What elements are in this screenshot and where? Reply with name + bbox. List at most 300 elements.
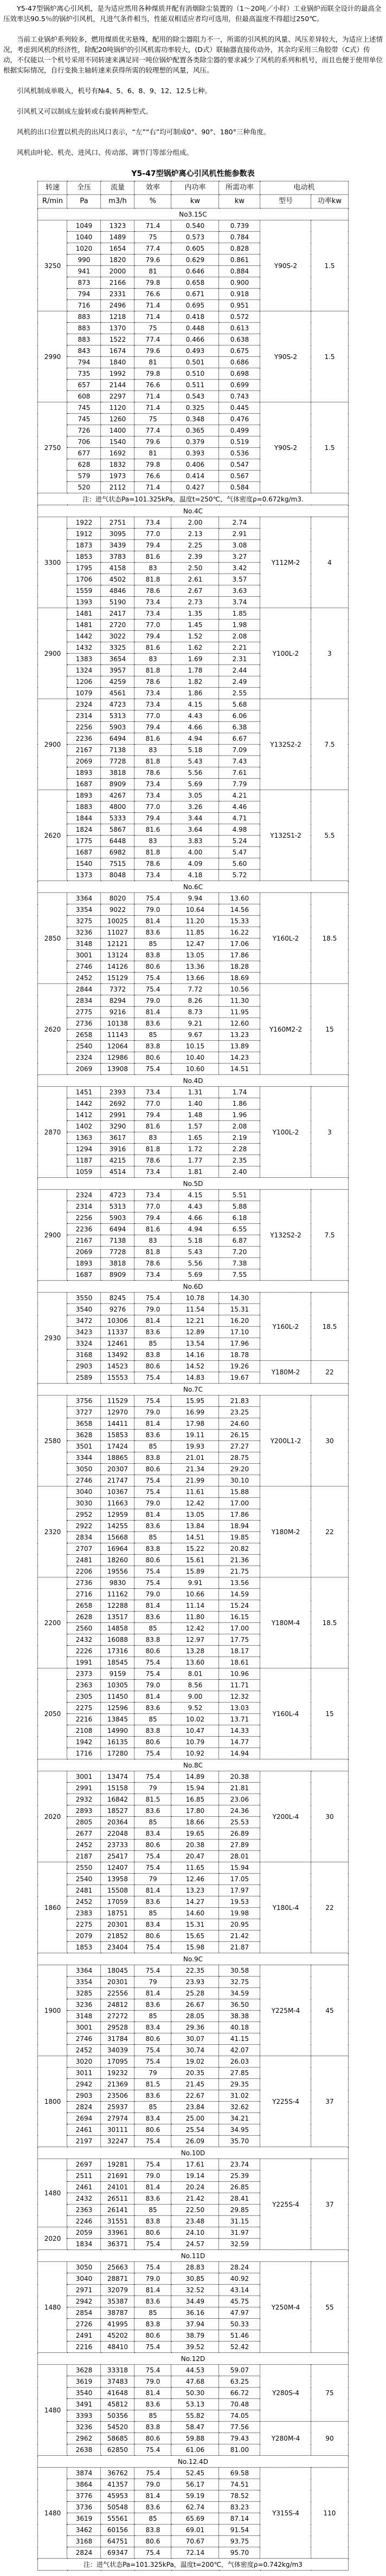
cell-required-power: 14.51 — [219, 1064, 260, 1075]
cell-required-power: 40.18 — [219, 2022, 260, 2033]
cell-pressure: 3001 — [67, 1771, 101, 1783]
cell-efficiency: 79.4 — [134, 1212, 171, 1224]
cell-flow: 21691 — [101, 2170, 134, 2182]
table-row — [38, 2422, 348, 2433]
cell-pressure: 941 — [67, 266, 101, 277]
cell-flow: 1832 — [101, 459, 134, 471]
cell-efficiency: 81.4 — [134, 1885, 171, 1896]
cell-efficiency: 83.8 — [134, 2319, 171, 2330]
cell-internal-power: 1.81 — [171, 1166, 219, 1178]
cell-internal-power: 0.406 — [171, 459, 219, 471]
cell-efficiency: 79.4 — [134, 631, 171, 642]
cell-flow: 23404 — [101, 1942, 134, 1953]
cell-required-power: 17.96 — [219, 1338, 260, 1349]
cell-efficiency: 81.8 — [134, 847, 171, 858]
cell-speed: 3250 — [38, 220, 67, 311]
cell-flow: 1992 — [101, 368, 134, 380]
cell-pressure: 1020 — [67, 243, 101, 255]
cell-flow: 12959 — [101, 1509, 134, 1521]
cell-required-power: 13.23 — [219, 1029, 260, 1041]
cell-required-power: 47.97 — [219, 2307, 260, 2319]
cell-efficiency: 75.4 — [134, 2468, 171, 2479]
cell-internal-power: 4.00 — [171, 847, 219, 858]
cell-pressure: 2461 — [67, 2124, 101, 2136]
cell-required-power: 95.70 — [219, 2547, 260, 2559]
cell-pressure: 1481 — [67, 619, 101, 631]
cell-efficiency: 81.6 — [134, 824, 171, 836]
cell-flow: 41648 — [101, 2388, 134, 2399]
cell-pressure: 1922 — [67, 517, 101, 529]
cell-efficiency: 76.6 — [134, 471, 171, 482]
cell-flow: 5903 — [101, 1212, 134, 1224]
cell-efficiency: 80.6 — [134, 1052, 171, 1064]
cell-efficiency: 71.4 — [134, 402, 171, 414]
cell-flow: 4267 — [101, 790, 134, 801]
cell-flow: 23506 — [101, 2090, 134, 2102]
cell-internal-power: 2.13 — [171, 529, 219, 540]
cell-pressure: 1373 — [67, 870, 101, 881]
cell-flow: 5867 — [101, 824, 134, 836]
cell-pressure: 1687 — [67, 847, 101, 858]
cell-flow: 6494 — [101, 1224, 134, 1235]
cell-required-power: 51.46 — [219, 2330, 260, 2342]
cell-flow: 2166 — [101, 277, 134, 289]
cell-internal-power: 5.56 — [171, 1258, 219, 1269]
cell-pressure: 1451 — [67, 1087, 101, 1098]
cell-required-power: 2.08 — [219, 1121, 260, 1132]
cell-motor-model: Y180M-4 — [260, 1577, 311, 1668]
cell-motor-power: 15 — [311, 1668, 348, 1759]
cell-speed: 1860 — [38, 1862, 67, 1953]
cell-pressure: 579 — [67, 471, 101, 482]
cell-pressure: 1795 — [67, 563, 101, 574]
cell-internal-power: 10.79 — [171, 1737, 219, 1748]
header-internal-power: 内功率 — [171, 181, 219, 195]
cell-efficiency: 75.4 — [134, 2136, 171, 2147]
cell-required-power: 0.675 — [219, 345, 260, 357]
cell-required-power: 17.86 — [219, 950, 260, 961]
cell-efficiency: 81.8 — [134, 665, 171, 676]
table-row — [38, 1965, 348, 1977]
cell-efficiency: 80.6 — [134, 1840, 171, 1851]
cell-efficiency: 79.6 — [134, 436, 171, 448]
cell-motor-model: Y180M-2 — [260, 1361, 311, 1384]
intro-paragraph-2: 当前工业锅炉系列较多，燃用煤质优劣悬殊，配用的除尘器阻力不一，所需的引风机的风量、风压差异较大，为适应上述情况，考虑到风机的经济性，除配20吨锅炉的引风机需功率较大，(D式）联轴器直接传动外，其余均采用三角胶带（C式）传动，不仅能以一个机号采用不同转速来满足同一吨位锅炉配置各类除尘器的要求减少了风机的系列和机号，而且也便于使用单位根据实际情况，自行变换主轴转速来获得所需的较理想的风量，风压。 — [3, 35, 383, 74]
cell-flow: 3957 — [101, 665, 134, 676]
cell-internal-power: 2.25 — [171, 540, 219, 551]
section-banner-row — [38, 881, 348, 893]
section-banner-row — [38, 1281, 348, 1293]
cell-efficiency: 78.6 — [134, 676, 171, 688]
cell-flow: 3439 — [101, 540, 134, 551]
note-row — [38, 493, 348, 505]
cell-required-power: 21.42 — [219, 1931, 260, 1942]
cell-internal-power: 1.62 — [171, 642, 219, 654]
cell-required-power: 18.17 — [219, 1646, 260, 1657]
cell-efficiency: 76.6 — [134, 289, 171, 300]
cell-flow: 13845 — [101, 1714, 134, 1725]
cell-required-power: 19.67 — [219, 1372, 260, 1384]
cell-efficiency: 75.4 — [134, 1657, 171, 1668]
cell-pressure: 2324 — [67, 1052, 101, 1064]
cell-required-power: 7.38 — [219, 1258, 260, 1269]
cell-motor-power: 3 — [311, 608, 348, 699]
cell-flow: 16088 — [101, 1634, 134, 1646]
cell-efficiency: 81.4 — [134, 1600, 171, 1612]
cell-pressure: 883 — [67, 323, 101, 334]
cell-motor-power: 22 — [311, 1361, 348, 1384]
cell-required-power: 1.74 — [219, 1087, 260, 1098]
cell-required-power: 19.26 — [219, 1361, 260, 1372]
cell-pressure: 1873 — [67, 540, 101, 551]
cell-efficiency: 83 — [134, 836, 171, 847]
cell-efficiency: 81.6 — [134, 642, 171, 654]
cell-internal-power: 4.66 — [171, 1212, 219, 1224]
cell-required-power: 3.74 — [219, 597, 260, 608]
cell-efficiency: 73.4 — [134, 790, 171, 801]
cell-internal-power: 0.658 — [171, 277, 219, 289]
cell-flow: 45202 — [101, 2330, 134, 2342]
cell-internal-power: 0.671 — [171, 289, 219, 300]
cell-internal-power: 69.01 — [171, 2525, 219, 2536]
cell-internal-power: 12.97 — [171, 1634, 219, 1646]
section-banner-row — [38, 1075, 348, 1087]
cell-flow: 1840 — [101, 357, 134, 368]
cell-efficiency: 79 — [134, 1874, 171, 1885]
cell-pressure: 2971 — [67, 2285, 101, 2296]
cell-efficiency: 81.6 — [134, 1121, 171, 1132]
cell-flow: 41995 — [101, 2319, 134, 2330]
cell-internal-power: 2.39 — [171, 551, 219, 563]
cell-pressure: 2069 — [67, 1064, 101, 1075]
cell-pressure: 3423 — [67, 1327, 101, 1338]
cell-internal-power: 0.448 — [171, 323, 219, 334]
cell-flow: 13492 — [101, 1349, 134, 1361]
cell-pressure: 2716 — [67, 1589, 101, 1600]
cell-flow: 1973 — [101, 471, 134, 482]
cell-internal-power: 14.89 — [171, 1771, 219, 1783]
cell-internal-power: 4.94 — [171, 1224, 219, 1235]
cell-efficiency: 81 — [134, 448, 171, 459]
cell-required-power: 10.96 — [219, 1668, 260, 1680]
cell-internal-power: 3.44 — [171, 813, 219, 824]
cell-pressure: 1540 — [67, 858, 101, 870]
cell-pressure: 1206 — [67, 676, 101, 688]
cell-efficiency: 75 — [134, 414, 171, 425]
cell-flow: 1674 — [101, 345, 134, 357]
cell-efficiency: 75.4 — [134, 2547, 171, 2559]
performance-table-body — [38, 208, 348, 2571]
table-row — [38, 1395, 348, 1407]
cell-flow: 10138 — [101, 1018, 134, 1029]
cell-flow: 48410 — [101, 2342, 134, 2353]
cell-required-power: 0.536 — [219, 448, 260, 459]
cell-internal-power: 14.60 — [171, 1908, 219, 1919]
cell-required-power: 6.87 — [219, 1235, 260, 1247]
cell-efficiency: 81 — [134, 266, 171, 277]
cell-flow: 1323 — [101, 220, 134, 232]
cell-pressure: 883 — [67, 311, 101, 323]
cell-internal-power: 0.629 — [171, 255, 219, 266]
cell-internal-power: 24.57 — [171, 2239, 219, 2250]
cell-efficiency: 81.6 — [134, 733, 171, 745]
cell-pressure: 2658 — [67, 1029, 101, 1041]
cell-flow: 8020 — [101, 893, 134, 904]
cell-flow: 14990 — [101, 1725, 134, 1737]
cell-efficiency: 85 — [134, 1532, 171, 1543]
cell-motor-power: 3 — [311, 1087, 348, 1178]
cell-required-power: 23.25 — [219, 1407, 260, 1418]
cell-efficiency: 73.4 — [134, 1269, 171, 1281]
cell-internal-power: 22.67 — [171, 2090, 219, 2102]
cell-efficiency: 83.6 — [134, 2296, 171, 2307]
cell-flow: 7728 — [101, 756, 134, 767]
cell-required-power: 13.60 — [219, 893, 260, 904]
cell-motor-model: Y132S2-2 — [260, 699, 311, 790]
cell-required-power: 7.55 — [219, 1269, 260, 1281]
cell-required-power: 27.89 — [219, 1840, 260, 1851]
cell-efficiency: 75.4 — [134, 1475, 171, 1486]
cell-pressure: 2854 — [67, 2307, 101, 2319]
cell-pressure: 1687 — [67, 1269, 101, 1281]
cell-motor-power: 55 — [311, 2262, 348, 2353]
table-row — [38, 2056, 348, 2068]
cell-flow: 1692 — [101, 448, 134, 459]
cell-internal-power: 16.99 — [171, 1407, 219, 1418]
cell-flow: 13908 — [101, 1064, 134, 1075]
cell-pressure: 1912 — [67, 529, 101, 540]
cell-pressure: 2305 — [67, 1691, 101, 1703]
table-row — [38, 2159, 348, 2170]
cell-required-power: 24.36 — [219, 1805, 260, 1817]
cell-flow: 9276 — [101, 1304, 134, 1315]
cell-pressure: 2746 — [67, 2033, 101, 2045]
cell-required-power: 17.75 — [219, 1634, 260, 1646]
cell-required-power: 32.75 — [219, 1977, 260, 1988]
cell-pressure: 3491 — [67, 2399, 101, 2410]
cell-internal-power: 52.45 — [171, 2468, 219, 2479]
cell-internal-power: 1.69 — [171, 654, 219, 665]
cell-flow: 13474 — [101, 1771, 134, 1783]
cell-efficiency: 79.0 — [134, 2273, 171, 2285]
cell-efficiency: 83 — [134, 1235, 171, 1247]
cell-pressure: 2461 — [67, 2182, 101, 2193]
cell-internal-power: 1.72 — [171, 1144, 219, 1155]
cell-efficiency: 80.6 — [134, 2033, 171, 2045]
cell-required-power: 41.15 — [219, 2033, 260, 2045]
cell-pressure: 1775 — [67, 836, 101, 847]
cell-motor-model: Y160M2-2 — [260, 984, 311, 1075]
cell-efficiency: 75.4 — [134, 2045, 171, 2056]
cell-internal-power: 13.05 — [171, 950, 219, 961]
cell-flow: 9830 — [101, 1577, 134, 1589]
cell-motor-power: 30 — [311, 1771, 348, 1862]
cell-pressure: 3628 — [67, 2365, 101, 2376]
cell-internal-power: 2.50 — [171, 563, 219, 574]
cell-pressure: 2275 — [67, 1703, 101, 1714]
cell-pressure: 3472 — [67, 1315, 101, 1327]
cell-efficiency: 79.0 — [134, 1407, 171, 1418]
cell-pressure: 3324 — [67, 1338, 101, 1349]
cell-efficiency: 83.8 — [134, 1725, 171, 1737]
cell-required-power: 2.21 — [219, 642, 260, 654]
cell-flow: 55561 — [101, 2513, 134, 2525]
cell-flow: 16135 — [101, 1737, 134, 1748]
cell-pressure: 3050 — [67, 1464, 101, 1475]
cell-efficiency: 83.4 — [134, 2113, 171, 2124]
cell-motor-power: 15 — [311, 984, 348, 1075]
cell-internal-power: 65.69 — [171, 2513, 219, 2525]
cell-efficiency: 80.6 — [134, 1361, 171, 1372]
cell-pressure: 1834 — [67, 2239, 101, 2250]
cell-flow: 21369 — [101, 2079, 134, 2090]
cell-required-power: 2.28 — [219, 1144, 260, 1155]
cell-required-power: 63.25 — [219, 2376, 260, 2388]
section-banner-row — [38, 2353, 348, 2365]
cell-flow: 12288 — [101, 1600, 134, 1612]
cell-efficiency: 79.0 — [134, 1498, 171, 1509]
cell-efficiency: 79 — [134, 2068, 171, 2079]
cell-pressure: 657 — [67, 380, 101, 391]
cell-pressure: 2216 — [67, 1714, 101, 1725]
cell-flow: 8245 — [101, 1293, 134, 1304]
table-row — [38, 699, 348, 710]
cell-flow: 7515 — [101, 858, 134, 870]
cell-pressure: 2736 — [67, 1577, 101, 1589]
cell-internal-power: 0.493 — [171, 345, 219, 357]
section-banner: No.6D — [38, 1281, 348, 1293]
cell-internal-power: 20.35 — [171, 2068, 219, 2079]
cell-efficiency: 78.6 — [134, 767, 171, 779]
cell-efficiency: 77.4 — [134, 425, 171, 436]
cell-internal-power: 53.13 — [171, 2399, 219, 2410]
cell-internal-power: 12.42 — [171, 1623, 219, 1634]
cell-required-power: 11.30 — [219, 995, 260, 1007]
cell-required-power: 12.60 — [219, 1018, 260, 1029]
cell-required-power: 21.75 — [219, 1566, 260, 1577]
cell-internal-power: 11.20 — [171, 916, 219, 927]
cell-internal-power: 1.48 — [171, 1110, 219, 1121]
cell-required-power: 2.31 — [219, 654, 260, 665]
cell-pressure: 1294 — [67, 1144, 101, 1155]
cell-flow: 19556 — [101, 1566, 134, 1577]
cell-pressure: 2511 — [67, 2170, 101, 2182]
cell-pressure: 3628 — [67, 1430, 101, 1441]
cell-flow: 5190 — [101, 597, 134, 608]
cell-pressure: 2324 — [67, 1190, 101, 1201]
cell-internal-power: 4.43 — [171, 1201, 219, 1212]
cell-pressure: 2805 — [67, 1817, 101, 1828]
cell-efficiency: 75.4 — [134, 1771, 171, 1783]
cell-efficiency: 78.6 — [134, 1155, 171, 1166]
cell-flow: 23733 — [101, 1840, 134, 1851]
cell-required-power: 42.07 — [219, 2045, 260, 2056]
cell-pressure: 1393 — [67, 597, 101, 608]
cell-efficiency: 85 — [134, 938, 171, 950]
cell-efficiency: 81.4 — [134, 1988, 171, 1999]
cell-flow: 4259 — [101, 676, 134, 688]
table-row — [38, 790, 348, 801]
cell-flow: 7138 — [101, 745, 134, 756]
cell-flow: 34039 — [101, 2045, 134, 2056]
cell-internal-power: 24.10 — [171, 2227, 219, 2239]
cell-pressure: 3168 — [67, 1349, 101, 1361]
cell-internal-power: 9.52 — [171, 1703, 219, 1714]
section-banner-row — [38, 1953, 348, 1965]
cell-efficiency: 79.0 — [134, 995, 171, 1007]
cell-flow: 15853 — [101, 1430, 134, 1441]
cell-pressure: 2550 — [67, 1862, 101, 1874]
cell-efficiency: 83.8 — [134, 1349, 171, 1361]
cell-efficiency: 79.0 — [134, 904, 171, 916]
cell-flow: 18260 — [101, 1555, 134, 1566]
cell-flow: 32247 — [101, 2136, 134, 2147]
cell-speed: 1480 — [38, 2159, 67, 2227]
cell-efficiency: 79.0 — [134, 2170, 171, 2182]
cell-flow: 58685 — [101, 2433, 134, 2444]
cell-required-power: 28.41 — [219, 2193, 260, 2205]
cell-required-power: 69.58 — [219, 2468, 260, 2479]
cell-required-power: 25.39 — [219, 2170, 260, 2182]
cell-internal-power: 0.543 — [171, 391, 219, 402]
cell-efficiency: 71.4 — [134, 311, 171, 323]
cell-pressure: 2197 — [67, 2136, 101, 2147]
cell-required-power: 32.62 — [219, 2102, 260, 2113]
table-note: 注：进气状态Pa=101.325kPa，温度t=250℃，气体密度ρ=0.672kg/m3. — [38, 493, 348, 505]
cell-flow: 8294 — [101, 995, 134, 1007]
cell-speed: 2620 — [38, 790, 67, 881]
table-note: 注：进气状态Pa=101.325kPa，温度t=200℃，气体密度ρ=0.742kg/m3 — [38, 2559, 348, 2571]
table-row — [38, 1293, 348, 1304]
cell-internal-power: 4.94 — [171, 733, 219, 745]
cell-pressure: 3011 — [67, 2068, 101, 2079]
cell-internal-power: 21.01 — [171, 1452, 219, 1464]
cell-flow: 50356 — [101, 2410, 134, 2422]
cell-motor-model: Y160L-2 — [260, 1293, 311, 1361]
cell-efficiency: 79.8 — [134, 368, 171, 380]
cell-pressure: 843 — [67, 345, 101, 357]
cell-required-power: 2.74 — [219, 517, 260, 529]
cell-required-power: 30.10 — [219, 1475, 260, 1486]
cell-pressure: 2589 — [67, 1372, 101, 1384]
cell-pressure: 3364 — [67, 1965, 101, 1977]
cell-required-power: 77.56 — [219, 2422, 260, 2433]
cell-pressure: 608 — [67, 391, 101, 402]
cell-efficiency: 85 — [134, 1908, 171, 1919]
cell-flow: 25663 — [101, 2262, 134, 2273]
cell-efficiency: 79.0 — [134, 2376, 171, 2388]
cell-required-power: 7.79 — [219, 779, 260, 790]
cell-pressure: 726 — [67, 425, 101, 436]
cell-internal-power: 20.38 — [171, 1840, 219, 1851]
cell-required-power: 27.27 — [219, 1441, 260, 1452]
cell-pressure: 1442 — [67, 631, 101, 642]
cell-internal-power: 55.82 — [171, 2410, 219, 2422]
header-efficiency: 效率 — [134, 181, 171, 195]
cell-efficiency: 83.6 — [134, 1018, 171, 1029]
cell-required-power: 74.05 — [219, 2410, 260, 2422]
cell-motor-power: 18.5 — [311, 893, 348, 984]
cell-pressure: 2726 — [67, 2319, 101, 2330]
cell-flow: 7372 — [101, 984, 134, 995]
cell-internal-power: 50.30 — [171, 2388, 219, 2399]
cell-efficiency: 79.8 — [134, 277, 171, 289]
cell-internal-power: 26.09 — [171, 2136, 219, 2147]
cell-pressure: 2540 — [67, 1041, 101, 1052]
cell-internal-power: 26.67 — [171, 1999, 219, 2011]
cell-internal-power: 44.53 — [171, 2365, 219, 2376]
cell-motor-model: Y90S-2 — [260, 220, 311, 311]
